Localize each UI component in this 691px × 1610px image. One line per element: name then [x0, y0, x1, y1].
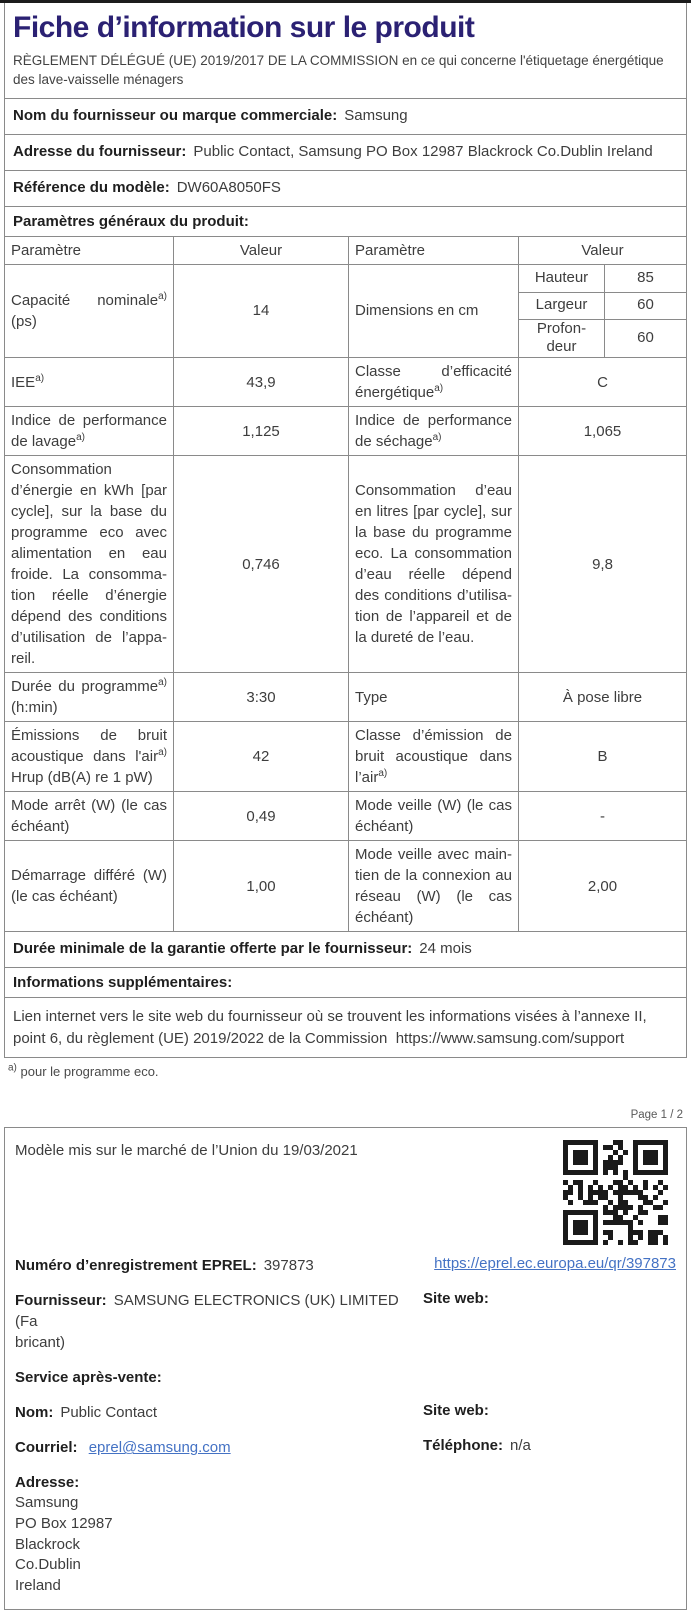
site-web-label: Site web:	[423, 1290, 489, 1308]
eprel-registration-card	[4, 1127, 687, 1609]
standby-mode-value: -	[518, 792, 686, 840]
dimensions-label: Dimensions en cm	[348, 265, 518, 358]
dimension-depth-value: 60	[605, 319, 686, 358]
table-row-eei	[5, 357, 686, 406]
after-sales-row	[15, 1367, 676, 1388]
supplier-label: Fournisseur:	[15, 1292, 107, 1310]
delayed-start-label: Démarrage différé (W) (le cas échéant)	[11, 867, 167, 905]
title-block	[5, 3, 686, 98]
footnote-text: pour le programme eco.	[20, 1064, 159, 1080]
eprel-link[interactable]: https://eprel.ec.europa.eu/qr/397873	[434, 1255, 676, 1273]
email-link[interactable]: eprel@samsung.com	[88, 1439, 231, 1457]
qr-code	[563, 1140, 668, 1245]
supplier-name-value: Samsung	[344, 107, 408, 125]
eprel-label: Numéro d’enregistrement EPREL:	[15, 1257, 257, 1275]
phone-value: n/a	[510, 1437, 531, 1455]
dry-index-value: 1,065	[518, 407, 686, 455]
energy-class-label: Classe d’efficacité énergétique$^{a)}$	[348, 358, 518, 406]
delayed-start-value: 1,00	[173, 841, 348, 931]
supplier-address-row	[5, 134, 686, 170]
warranty-label: Durée minimale de la garantie offerte par le fournisseur:	[13, 940, 413, 957]
table-row-noise	[5, 721, 686, 791]
table-row-duration	[5, 672, 686, 721]
programme-duration-label: Durée du programme$^{a)}$ (h:min)	[11, 677, 167, 716]
market-date-row	[15, 1140, 676, 1245]
capacity-value: 14	[173, 265, 348, 358]
address-lines	[15, 1493, 413, 1596]
address-row	[15, 1472, 676, 1596]
dry-index-label: Indice de performance de séchage$^{a)}$	[348, 407, 518, 455]
dimension-width-label: Largeur	[519, 292, 605, 319]
market-date-text: Modèle mis sur le marché de l’Union du 19/03/2021	[15, 1142, 358, 1160]
supplier-address-label: Adresse du fournisseur:	[13, 143, 187, 160]
footnote	[8, 1064, 683, 1079]
dimensions-subtable	[518, 265, 686, 358]
energy-consumption-value: 0,746	[173, 456, 348, 672]
model-reference-label: Référence du modèle:	[13, 178, 170, 196]
noise-class-value: B	[518, 722, 686, 791]
header-parametre-1: Paramètre	[11, 241, 82, 259]
header-valeur-1: Valeur	[173, 237, 348, 264]
wash-index-label: Indice de performance de lavage$^{a)}$	[11, 412, 167, 450]
networked-standby-value: 2,00	[518, 841, 686, 931]
address-label: Adresse:	[15, 1474, 80, 1492]
eprel-value: 397873	[263, 1257, 314, 1275]
footnote-marker: a)	[8, 1062, 17, 1074]
site-web2-label: Site web:	[423, 1402, 489, 1420]
email-label: Courriel:	[15, 1439, 78, 1457]
dimension-width-value: 60	[605, 292, 686, 319]
off-mode-value: 0,49	[173, 792, 348, 840]
water-consumption-label: Consommation d’eau en litres [par cycle], sur la base du programme eco. La consommation d’eau réelle dépend des conditions d’utilisation de l’appareil et de la dureté de l’eau.	[348, 456, 518, 672]
table-row-off-mode	[5, 791, 686, 840]
contact-name-value: Public Contact	[60, 1404, 158, 1422]
header-valeur-2: Valeur	[518, 237, 686, 264]
type-value: À pose libre	[518, 673, 686, 721]
noise-emission-label: Émissions de bruit acoustique dans l'air$^{a)}$ Hrup (dB(A) re 1 pW)	[11, 727, 167, 786]
model-reference-row	[5, 170, 686, 206]
supplier-value: SAMSUNG ELECTRONICS (UK) LIMITED (Fa bricant)	[15, 1292, 399, 1352]
capacity-label: Capacité nominale$^{a)}$ (ps)	[11, 290, 167, 330]
table-row-capacity	[5, 264, 686, 358]
off-mode-label: Mode arrêt (W) (le cas échéant)	[11, 797, 167, 835]
address-line: Samsung	[15, 1494, 79, 1512]
address-line: Blackrock	[15, 1535, 81, 1553]
table-row-performance	[5, 406, 686, 455]
eei-value: 43,9	[173, 358, 348, 406]
page-indicator: Page 1 / 2	[630, 1109, 683, 1122]
model-reference-value: DW60A8050FS	[176, 178, 281, 196]
warranty-row	[5, 931, 686, 967]
supplier-name-label: Nom du fournisseur ou marque commerciale:	[13, 107, 338, 125]
parameters-table	[5, 236, 686, 932]
supplier-website-text: Lien internet vers le site web du fournisseur où se trouvent les informations visées à l’annexe II, point 6, du règlement (UE) 2019/2022 de la Commission https://www.samsung.com/support	[5, 997, 686, 1058]
warranty-value: 24 mois	[419, 940, 472, 957]
water-consumption-value: 9,8	[518, 456, 686, 672]
standby-mode-label: Mode veille (W) (le cas échéant)	[348, 792, 518, 840]
eprel-row	[15, 1255, 676, 1276]
after-sales-heading: Service après-vente:	[15, 1369, 162, 1387]
email-row	[15, 1437, 676, 1458]
supplier-address-value: Public Contact, Samsung PO Box 12987 Blackrock Co.Dublin Ireland	[193, 143, 653, 160]
dimension-depth-label: Profon- deur	[519, 319, 605, 358]
page-title: Fiche d’information sur le produit	[13, 11, 475, 44]
type-label: Type	[348, 673, 518, 721]
eei-label: IEE$^{a)}$	[11, 372, 45, 391]
general-parameters-heading: Paramètres généraux du produit:	[5, 206, 686, 236]
address-line: PO Box 12987	[15, 1514, 113, 1532]
programme-duration-value: 3:30	[173, 673, 348, 721]
energy-class-value: C	[518, 358, 686, 406]
product-fiche-card	[4, 3, 687, 1058]
noise-class-label: Classe d’émission de bruit acoustique dans l’air$^{a)}$	[348, 722, 518, 791]
wash-index-value: 1,125	[173, 407, 348, 455]
address-line: Ireland	[15, 1577, 61, 1594]
energy-consumption-label: Consommation d’énergie en kWh [par cycle], sur la base du programme eco avec alimentation en eau froide. La consommation réelle d’énergie dépend des conditions d’utilisation de l’appareil.	[11, 461, 167, 667]
regulation-subtitle: RÈGLEMENT DÉLÉGUÉ (UE) 2019/2017 DE LA COMMISSION en ce qui concerne l'étiquetage énergétique des lave-vaisselle ménagers	[13, 53, 664, 87]
dimension-height-label: Hauteur	[519, 265, 605, 292]
dimension-height-value: 85	[637, 268, 654, 286]
address-line: Co.Dublin	[15, 1556, 81, 1574]
supplier-row	[15, 1290, 676, 1353]
table-header-row	[5, 237, 686, 264]
table-row-consumption	[5, 455, 686, 672]
noise-emission-value: 42	[173, 722, 348, 791]
phone-label: Téléphone:	[423, 1437, 504, 1455]
header-parametre-2: Paramètre	[348, 237, 518, 264]
supplier-name-row	[5, 98, 686, 134]
table-row-delayed-start	[5, 840, 686, 931]
networked-standby-label: Mode veille avec maintien de la connexion au réseau (W) (le cas échéant)	[348, 841, 518, 931]
contact-name-label: Nom:	[15, 1404, 54, 1422]
additional-info-heading: Informations supplémentaires:	[5, 967, 686, 997]
contact-name-row	[15, 1402, 676, 1423]
